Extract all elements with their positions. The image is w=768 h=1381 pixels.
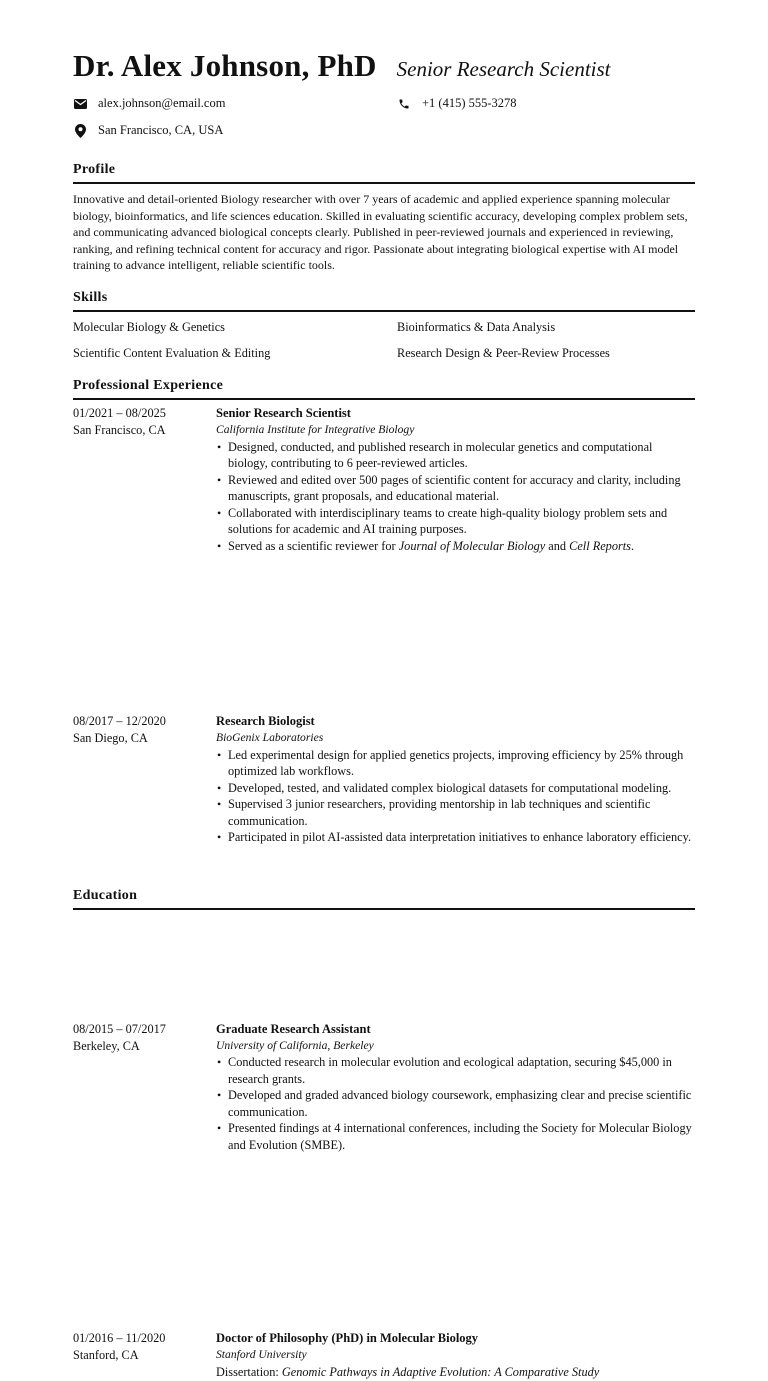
location-text: San Francisco, CA, USA: [98, 123, 224, 137]
entry-dates: 08/2017 – 12/2020: [73, 714, 166, 728]
contact-location: [73, 123, 223, 138]
dissertation-title: Genomic Pathways in Adaptive Evolution: A Comparative Study: [281, 1364, 600, 1379]
phone-icon: [397, 97, 411, 111]
job-role: Senior Research Scientist: [216, 406, 351, 420]
bullet-item: • Conducted research in molecular evolution and ecological adaptation, securing $45,000 in research grants.: [216, 1054, 695, 1087]
skill-item: Research Design & Peer-Review Processes: [397, 346, 610, 360]
experience-entry: [73, 713, 695, 846]
bullet-item: • Developed, tested, and validated complex biological datasets for computational modeling.: [216, 780, 695, 797]
education-section: [73, 888, 695, 910]
entry-location: San Francisco, CA: [73, 423, 166, 437]
job-organization: California Institute for Integrative Biology: [216, 423, 415, 436]
journal-name: Journal of Molecular Biology: [398, 538, 546, 553]
reviewer-prefix: Served as a scientific reviewer for: [228, 538, 399, 553]
bullet-item: • Presented findings at 4 international conferences, including the Society for Molecular Biology and Evolution (SMBE).: [216, 1120, 695, 1153]
candidate-name: Dr. Alex Johnson, PhD: [73, 48, 377, 83]
profile-section: [73, 162, 695, 274]
map-pin-icon: [73, 124, 87, 138]
skill-item: Scientific Content Evaluation & Editing: [73, 346, 271, 360]
dissertation: [216, 1364, 695, 1381]
bullet-item: [216, 538, 695, 555]
reviewer-suffix: .: [630, 538, 635, 553]
education-entry: [73, 1330, 695, 1381]
job-bullets: [216, 439, 695, 555]
section-heading: Profile: [73, 162, 695, 184]
job-organization: BioGenix Laboratories: [216, 731, 324, 744]
bullet-item: • Supervised 3 junior researchers, providing mentorship in lab techniques and scientific communication.: [216, 796, 695, 829]
entry-dates: 01/2021 – 08/2025: [73, 406, 166, 420]
skill-item: Bioinformatics & Data Analysis: [397, 320, 556, 334]
profile-summary: Innovative and detail-oriented Biology researcher with over 7 years of academic and applied experience spanning molecular biology, bioinformatics, and life sciences education. Skilled in evaluating scientific accuracy, developing complex problem sets, and communicating advanced biological concepts clearly. Published in peer-reviewed journals and experienced in reviewing, ranking, and refining technical content for accuracy and rigor. Passionate about integrating biological expertise with AI model training to advance intelligent, reliable scientific tools.: [73, 192, 688, 273]
contact-email[interactable]: [73, 96, 225, 111]
skill-item: Molecular Biology & Genetics: [73, 320, 225, 334]
reviewer-and: and: [545, 538, 570, 553]
entry-dates: 01/2016 – 11/2020: [73, 1331, 166, 1345]
entry-location: Stanford, CA: [73, 1348, 139, 1362]
entry-location: Berkeley, CA: [73, 1038, 140, 1053]
job-role: Research Biologist: [216, 714, 315, 728]
school-name: Stanford University: [216, 1348, 307, 1361]
bullet-item: • Collaborated with interdisciplinary teams to create high-quality biology problem sets and solutions for academic and AI training purposes.: [216, 505, 695, 538]
experience-entry: [73, 1021, 695, 1154]
contact-phone[interactable]: [397, 96, 517, 111]
job-bullets: [216, 1054, 695, 1153]
experience-entry: [73, 405, 695, 554]
bullet-item: • Participated in pilot AI-assisted data interpretation initiatives to enhance laboratory efficiency.: [216, 829, 695, 846]
bullet-item: • Led experimental design for applied genetics projects, improving efficiency by 25% through optimized lab workflows.: [216, 747, 695, 780]
dissertation-label: Dissertation:: [216, 1364, 282, 1379]
entry-dates: 08/2015 – 07/2017: [73, 1021, 166, 1036]
section-heading: Skills: [73, 290, 695, 312]
section-heading: Professional Experience: [73, 378, 695, 400]
resume-header: [73, 48, 611, 84]
phone-text[interactable]: +1 (415) 555-3278: [422, 96, 517, 110]
bullet-item: • Developed and graded advanced biology coursework, emphasizing clear and precise scientific communication.: [216, 1087, 695, 1120]
experience-section: [73, 378, 695, 400]
job-role: Graduate Research Assistant: [216, 1021, 371, 1036]
bullet-item: • Reviewed and edited over 500 pages of scientific content for accuracy and clarity, including manuscripts, grant proposals, and educational material.: [216, 472, 695, 505]
job-bullets: [216, 747, 695, 846]
section-heading: Education: [73, 888, 695, 910]
entry-location: San Diego, CA: [73, 731, 148, 745]
candidate-title: Senior Research Scientist: [396, 57, 611, 81]
journal-name: Cell Reports: [569, 538, 631, 553]
skills-list: [73, 319, 695, 362]
email-text[interactable]: alex.johnson@email.com: [98, 96, 226, 110]
degree-title: Doctor of Philosophy (PhD) in Molecular Biology: [216, 1331, 479, 1345]
job-organization: University of California, Berkeley: [216, 1038, 374, 1052]
envelope-icon: [73, 97, 87, 111]
bullet-item: • Designed, conducted, and published research in molecular genetics and computational biology, contributing to 6 peer-reviewed articles.: [216, 439, 695, 472]
skills-section: [73, 290, 695, 362]
